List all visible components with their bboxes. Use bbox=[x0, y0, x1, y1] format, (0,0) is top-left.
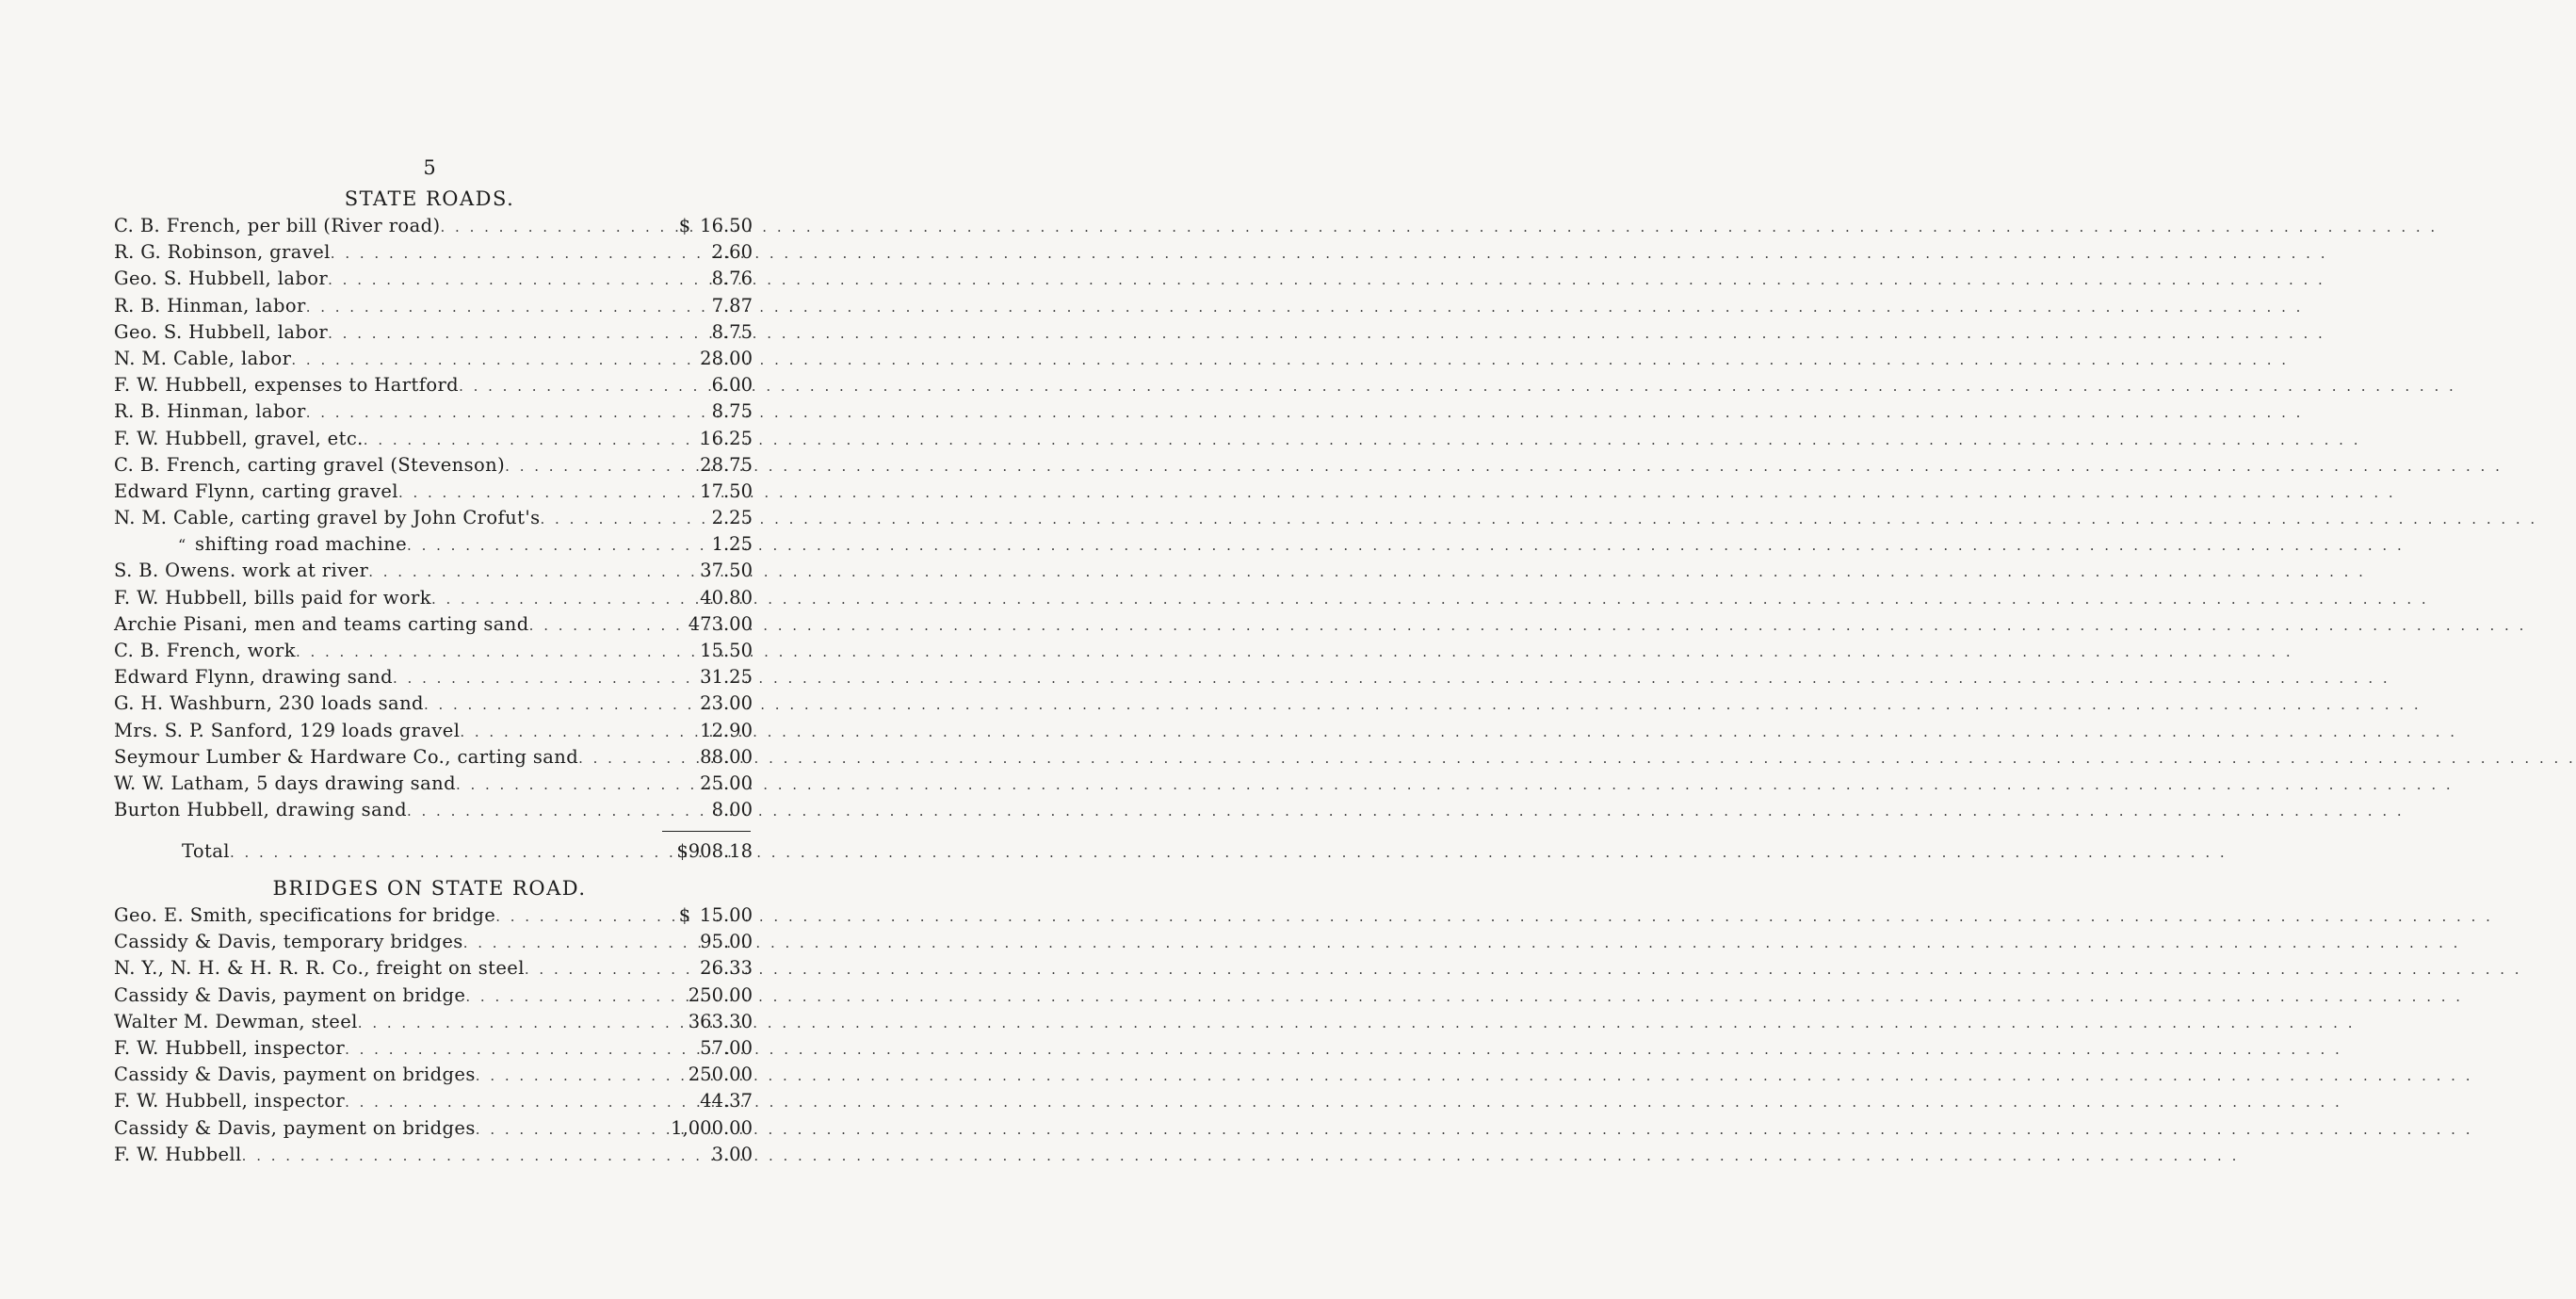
dot-leader bbox=[465, 988, 649, 1005]
dot-leader bbox=[456, 776, 649, 793]
ledger-row bbox=[114, 268, 753, 294]
total-label: Total bbox=[182, 840, 230, 863]
entry-amount: 28.00 bbox=[700, 347, 753, 369]
dot-leader bbox=[578, 750, 649, 767]
ledger-row bbox=[114, 984, 753, 1011]
entry-amount: 8.76 bbox=[711, 268, 753, 290]
total-rule bbox=[114, 825, 753, 836]
ledger-row bbox=[114, 640, 753, 666]
dot-leader bbox=[345, 1041, 649, 1058]
ledger-row bbox=[114, 321, 753, 348]
currency-sign: $ bbox=[678, 904, 691, 926]
ledger-row bbox=[114, 241, 753, 268]
dot-leader bbox=[476, 1067, 649, 1084]
dot-leader bbox=[242, 1147, 649, 1164]
ditto-mark: “ bbox=[178, 536, 186, 555]
entry-description: Mrs. S. P. Sanford, 129 loads gravel bbox=[114, 719, 461, 741]
entry-amount: 40.80 bbox=[700, 586, 753, 609]
dot-leader bbox=[407, 537, 649, 554]
ledger-row bbox=[114, 480, 753, 507]
ledger-row bbox=[114, 507, 753, 533]
entry-description: Geo. E. Smith, specifications for bridge bbox=[114, 904, 496, 926]
ledger-row bbox=[114, 957, 753, 983]
entry-amount: 26.33 bbox=[700, 957, 753, 980]
entry-description: F. W. Hubbell, gravel, etc. bbox=[114, 427, 364, 449]
entry-description: Edward Flynn, carting gravel bbox=[114, 479, 398, 502]
dot-leader bbox=[393, 670, 649, 687]
ledger-row bbox=[114, 772, 753, 799]
entry-amount: 8.00 bbox=[711, 799, 753, 821]
amount-value: 15.00 bbox=[700, 904, 753, 926]
ledger-row bbox=[114, 692, 753, 719]
ledger-row bbox=[114, 1090, 753, 1116]
entry-description: Geo. S. Hubbell, labor bbox=[114, 268, 329, 290]
ledger-row bbox=[114, 1064, 753, 1090]
ledger-row bbox=[114, 454, 753, 480]
dot-leader bbox=[505, 458, 649, 475]
ledger-row bbox=[114, 1117, 753, 1144]
dot-leader bbox=[529, 617, 649, 634]
entry-amount: 250.00 bbox=[688, 983, 753, 1006]
ledger-row bbox=[114, 1144, 753, 1170]
entry-amount: 28.75 bbox=[700, 453, 753, 476]
entry-amount: 1,000.00 bbox=[671, 1116, 753, 1139]
entry-description: C. B. French, work bbox=[114, 640, 296, 661]
entry-amount: 250.00 bbox=[688, 1064, 753, 1086]
entry-description: F. W. Hubbell bbox=[114, 1143, 242, 1165]
ledger-row bbox=[114, 904, 753, 931]
ledger-row bbox=[114, 295, 753, 321]
ledger-row bbox=[114, 215, 753, 241]
ledger-row bbox=[114, 613, 753, 640]
ledger-row bbox=[114, 428, 753, 454]
entry-description: N. M. Cable, carting gravel by John Crofut's bbox=[114, 507, 541, 529]
ledger-row bbox=[114, 931, 753, 957]
bridges-heading: BRIDGES ON STATE ROAD. bbox=[272, 877, 587, 900]
entry-description: R. G. Robinson, gravel bbox=[114, 241, 331, 264]
entry-amount: 88.00 bbox=[700, 745, 753, 768]
entry-amount: 44.37 bbox=[700, 1090, 753, 1112]
bridges-ledger bbox=[114, 904, 753, 1170]
dot-leader bbox=[398, 484, 649, 501]
ledger-row bbox=[114, 560, 753, 586]
entry-description-text: shifting road machine bbox=[195, 533, 408, 556]
ledger-row bbox=[114, 799, 753, 825]
entry-description: Cassidy & Davis, payment on bridges bbox=[114, 1116, 476, 1139]
dot-leader bbox=[364, 431, 649, 448]
dot-leader bbox=[495, 908, 649, 925]
entry-description: N. M. Cable, labor bbox=[114, 347, 292, 369]
entry-amount: 95.00 bbox=[700, 931, 753, 953]
dot-leader bbox=[306, 404, 649, 421]
ledger-row bbox=[114, 533, 753, 560]
entry-description: Edward Flynn, drawing sand bbox=[114, 666, 394, 689]
entry-amount: 57.00 bbox=[700, 1036, 753, 1059]
entry-description: G. H. Washburn, 230 loads sand bbox=[114, 692, 424, 715]
entry-amount: 8.75 bbox=[711, 320, 753, 343]
state-roads-heading: STATE ROADS. bbox=[344, 187, 515, 210]
dot-leader bbox=[306, 299, 649, 316]
entry-description: Seymour Lumber & Hardware Co., carting sand bbox=[114, 745, 579, 768]
dot-leader bbox=[407, 803, 649, 820]
entry-description: Walter M. Dewman, steel bbox=[114, 1010, 358, 1032]
dot-leader bbox=[331, 245, 649, 262]
entry-description bbox=[114, 533, 407, 555]
entry-amount: 6.00 bbox=[711, 374, 753, 397]
amount-value: 16.50 bbox=[700, 215, 753, 236]
dot-leader bbox=[328, 325, 649, 342]
dot-leader bbox=[296, 643, 649, 660]
dot-leader bbox=[460, 723, 649, 740]
entry-description: F. W. Hubbell, bills paid for work bbox=[114, 586, 431, 609]
dot-leader bbox=[541, 511, 649, 528]
dot-leader bbox=[368, 563, 649, 580]
entry-amount: 3.00 bbox=[711, 1143, 753, 1165]
entry-amount: 7.87 bbox=[711, 294, 753, 317]
entry-amount bbox=[649, 215, 753, 236]
entry-amount: 1.25 bbox=[711, 533, 753, 556]
dot-leader bbox=[230, 844, 649, 861]
entry-description: W. W. Latham, 5 days drawing sand bbox=[114, 771, 456, 794]
entry-amount: 17.50 bbox=[700, 479, 753, 502]
ledger-row bbox=[114, 400, 753, 427]
ledger-row bbox=[114, 1037, 753, 1064]
entry-amount: 25.00 bbox=[700, 771, 753, 794]
entry-description: R. B. Hinman, labor bbox=[114, 400, 306, 423]
entry-amount: 16.25 bbox=[700, 427, 753, 449]
entry-amount: 2.60 bbox=[711, 241, 753, 264]
total-row bbox=[114, 840, 753, 867]
dot-leader bbox=[291, 351, 649, 368]
dot-leader bbox=[345, 1094, 649, 1111]
entry-amount: 363.30 bbox=[688, 1010, 753, 1032]
ledger-row bbox=[114, 720, 753, 746]
entry-description: C. B. French, carting gravel (Stevenson) bbox=[114, 453, 506, 476]
ledger-row bbox=[114, 666, 753, 692]
entry-amount: 12.90 bbox=[700, 719, 753, 741]
entry-amount bbox=[649, 904, 753, 926]
ledger-row bbox=[114, 1011, 753, 1037]
entry-amount: 31.25 bbox=[700, 666, 753, 689]
entry-description: Burton Hubbell, drawing sand bbox=[114, 799, 407, 821]
entry-description: Cassidy & Davis, temporary bridges bbox=[114, 931, 463, 953]
dot-leader bbox=[358, 1015, 649, 1031]
document-page bbox=[0, 0, 848, 1299]
state-roads-ledger bbox=[114, 215, 753, 868]
entry-description: S. B. Owens. work at river bbox=[114, 560, 369, 582]
ledger-row bbox=[114, 374, 753, 400]
dot-leader bbox=[463, 934, 649, 951]
entry-amount: 2.25 bbox=[711, 507, 753, 529]
currency-sign: $ bbox=[678, 215, 691, 236]
entry-description: N. Y., N. H. & H. R. R. Co., freight on steel bbox=[114, 957, 525, 980]
entry-amount: 15.50 bbox=[700, 640, 753, 661]
entry-description: Geo. S. Hubbell, labor bbox=[114, 320, 329, 343]
entry-description: Cassidy & Davis, payment on bridges bbox=[114, 1064, 476, 1086]
entry-description: F. W. Hubbell, expenses to Hartford bbox=[114, 374, 460, 397]
entry-amount: 23.00 bbox=[700, 692, 753, 715]
ledger-row bbox=[114, 746, 753, 772]
entry-amount: 8.75 bbox=[711, 400, 753, 423]
entry-description: C. B. French, per bill (River road) bbox=[114, 215, 441, 236]
entry-amount: 473.00 bbox=[688, 612, 753, 635]
dot-leader bbox=[424, 696, 649, 713]
dot-leader bbox=[476, 1121, 649, 1138]
ledger-row bbox=[114, 348, 753, 374]
total-amount: $908.18 bbox=[676, 840, 753, 863]
page-number: 5 bbox=[423, 156, 436, 179]
entry-description: Cassidy & Davis, payment on bridge bbox=[114, 983, 466, 1006]
dot-leader bbox=[441, 219, 650, 235]
entry-description: Archie Pisani, men and teams carting sand bbox=[114, 612, 529, 635]
entry-description: F. W. Hubbell, inspector bbox=[114, 1036, 346, 1059]
ledger-row bbox=[114, 587, 753, 613]
dot-leader bbox=[459, 378, 649, 395]
dot-leader bbox=[431, 591, 649, 608]
entry-amount: 37.50 bbox=[700, 560, 753, 582]
entry-description: F. W. Hubbell, inspector bbox=[114, 1090, 346, 1112]
dot-leader bbox=[328, 271, 649, 288]
entry-description: R. B. Hinman, labor bbox=[114, 294, 306, 317]
dot-leader bbox=[525, 961, 649, 978]
